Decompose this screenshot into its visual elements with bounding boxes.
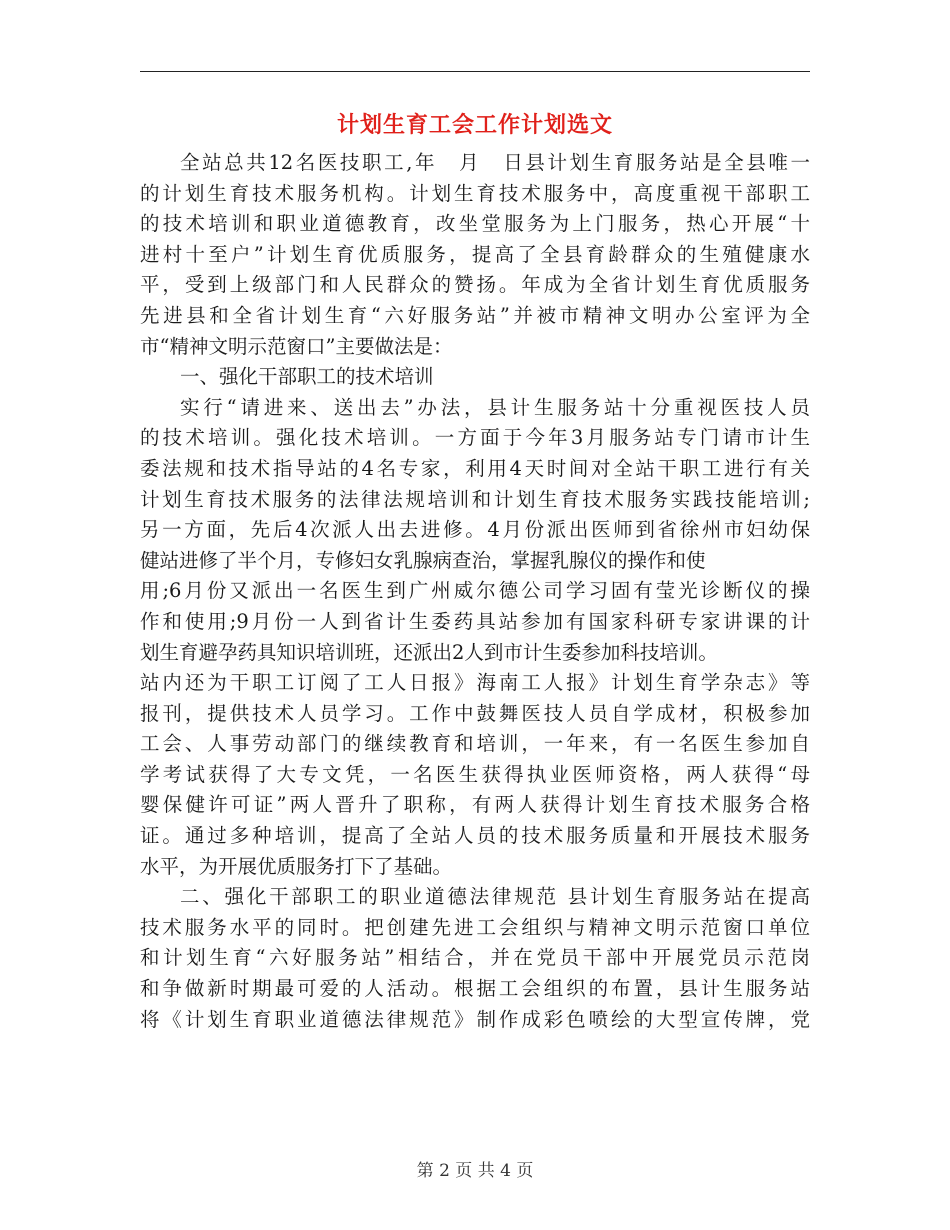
- text-line: 技术服务水平的同时。把创建先进工会组织与精神文明示范窗口单位: [140, 915, 810, 939]
- text-line: 用;6月份又派出一名医生到广州威尔德公司学习固有莹光诊断仪的操: [140, 579, 810, 603]
- document-title: 计划生育工会工作计划选文: [336, 112, 613, 138]
- text-line: 市“精神文明示范窗口”主要做法是：: [140, 334, 453, 358]
- text-line: 健站进修了半个月，专修妇女乳腺病查治，掌握乳腺仪的操作和使: [140, 548, 706, 572]
- text-line: 进村十至户”计划生育优质服务，提高了全县育龄群众的生殖健康水: [140, 242, 810, 266]
- text-line: 和争做新时期最可爱的人活动。根据工会组织的布置，县计生服务站: [140, 977, 810, 1001]
- text-line: 工会、人事劳动部门的继续教育和培训，一年来，有一名医生参加自: [140, 732, 810, 756]
- text-line: 实行“请进来、送出去”办法，县计生服务站十分重视医技人员: [180, 395, 810, 419]
- text-line: 的技术培训和职业道德教育，改坐堂服务为上门服务，热心开展“十: [140, 212, 810, 236]
- text-line: 一、强化干部职工的技术培训: [180, 365, 434, 389]
- text-line: 二、强化干部职工的职业道德法律规范 县计划生育服务站在提高: [180, 885, 810, 909]
- text-line: 全站总共12名医技职工,年 月 日县计划生育服务站是全县唯一: [180, 151, 810, 174]
- text-line: 另一方面，先后4次派人出去进修。4月份派出医师到省徐州市妇幼保: [140, 518, 810, 542]
- text-line: 委法规和技术指导站的4名专家，利用4天时间对全站干职工进行有关: [140, 456, 810, 480]
- text-line: 先进县和全省计划生育“六好服务站”并被市精神文明办公室评为全: [140, 303, 810, 327]
- text-line: 和计划生育“六好服务站”相结合，并在党员干部中开展党员示范岗: [140, 946, 810, 970]
- document-body: [140, 148, 810, 1035]
- text-line: 证。通过多种培训，提高了全站人员的技术服务质量和开展技术服务: [140, 824, 810, 848]
- text-line: 作和使用;9月份一人到省计生委药具站参加有国家科研专家讲课的计: [140, 609, 810, 633]
- text-line: 报刊，提供技术人员学习。工作中鼓舞医技人员自学成材，积极参加: [140, 701, 810, 725]
- page-footer: 第 2 页 共 4 页: [416, 1161, 534, 1181]
- text-line: 将《计划生育职业道德法律规范》制作成彩色喷绘的大型宣传牌，党: [140, 1007, 810, 1031]
- text-line: 的技术培训。强化技术培训。一方面于今年3月服务站专门请市计生: [140, 426, 810, 450]
- text-line: 学考试获得了大专文凭，一名医生获得执业医师资格，两人获得“母: [140, 762, 810, 786]
- header-rule: [140, 71, 810, 72]
- text-line: 站内还为干职工订阅了工人日报》海南工人报》计划生育学杂志》等: [140, 671, 810, 695]
- text-line: 计划生育技术服务的法律法规培训和计划生育技术服务实践技能培训;: [140, 487, 810, 511]
- text-line: 水平，为开展优质服务打下了基础。: [140, 854, 453, 878]
- text-line: 的计划生育技术服务机构。计划生育技术服务中，高度重视干部职工: [140, 181, 810, 205]
- text-line: 划生育避孕药具知识培训班，还派出2人到市计生委参加科技培训。: [140, 640, 718, 664]
- text-line: 婴保健许可证”两人晋升了职称，有两人获得计划生育技术服务合格: [140, 793, 810, 817]
- text-line: 平，受到上级部门和人民群众的赞扬。年成为全省计划生育优质服务: [140, 273, 810, 297]
